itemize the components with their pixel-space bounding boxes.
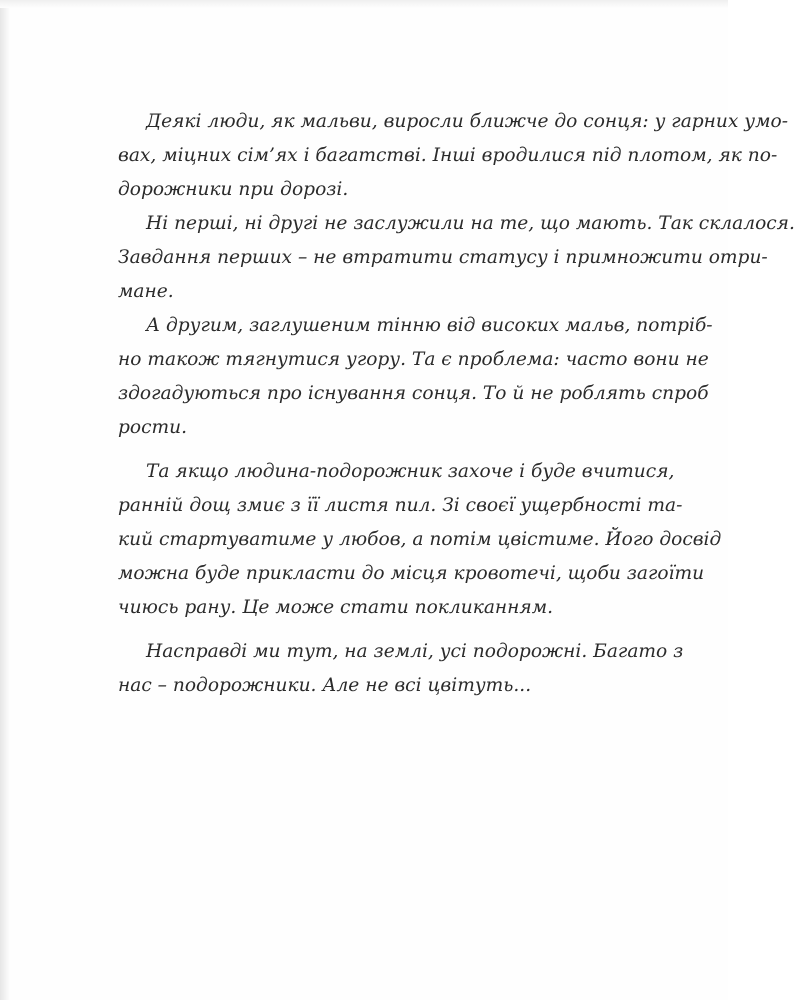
text-line: мане. [118, 281, 174, 302]
page-top-shadow [0, 0, 728, 8]
paragraph-4 [118, 455, 722, 625]
text-line: Ні перші, ні другі не заслужили на те, що мають. Так склалося. [146, 213, 795, 234]
paragraph-2 [118, 207, 795, 309]
text-line: Насправді ми тут, на землі, усі подорожні. Багато з [146, 641, 684, 662]
paragraph-3 [118, 309, 713, 445]
paragraph-1 [118, 105, 788, 207]
text-line: Та якщо людина-подорожник захоче і буде вчитися, [146, 461, 675, 482]
text-line: можна буде прикласти до місця кровотечі, щоби загоїти [118, 563, 705, 584]
text-line: Деякі люди, як мальви, виросли ближче до сонця: у гарних умо- [146, 111, 788, 132]
text-line: чиюсь рану. Це може стати покликанням. [118, 597, 554, 618]
text-line: А другим, заглушеним тінню від високих мальв, потріб- [146, 315, 713, 336]
text-line: рости. [118, 417, 188, 438]
text-line: кий стартуватиме у любов, а потім цвістиме. Його досвід [118, 529, 722, 550]
text-line: дорожники при дорозі. [118, 179, 349, 200]
body-text [118, 105, 795, 703]
text-line: здогадуються про існування сонця. То й не роблять спроб [118, 383, 709, 404]
text-line: ранній дощ змиє з її листя пил. Зі своєї ущербності та- [118, 495, 683, 516]
paragraph-5 [118, 635, 684, 703]
text-line: Завдання перших – не втратити статусу і примножити отри- [118, 247, 768, 268]
text-line: но також тягнутися угору. Та є проблема: часто вони не [118, 349, 709, 370]
page-edge-shadow [0, 0, 10, 1000]
text-line: вах, міцних сім’ях і багатстві. Інші вродилися під плотом, як по- [118, 145, 778, 166]
text-line: нас – подорожники. Але не всі цвітуть... [118, 675, 532, 696]
